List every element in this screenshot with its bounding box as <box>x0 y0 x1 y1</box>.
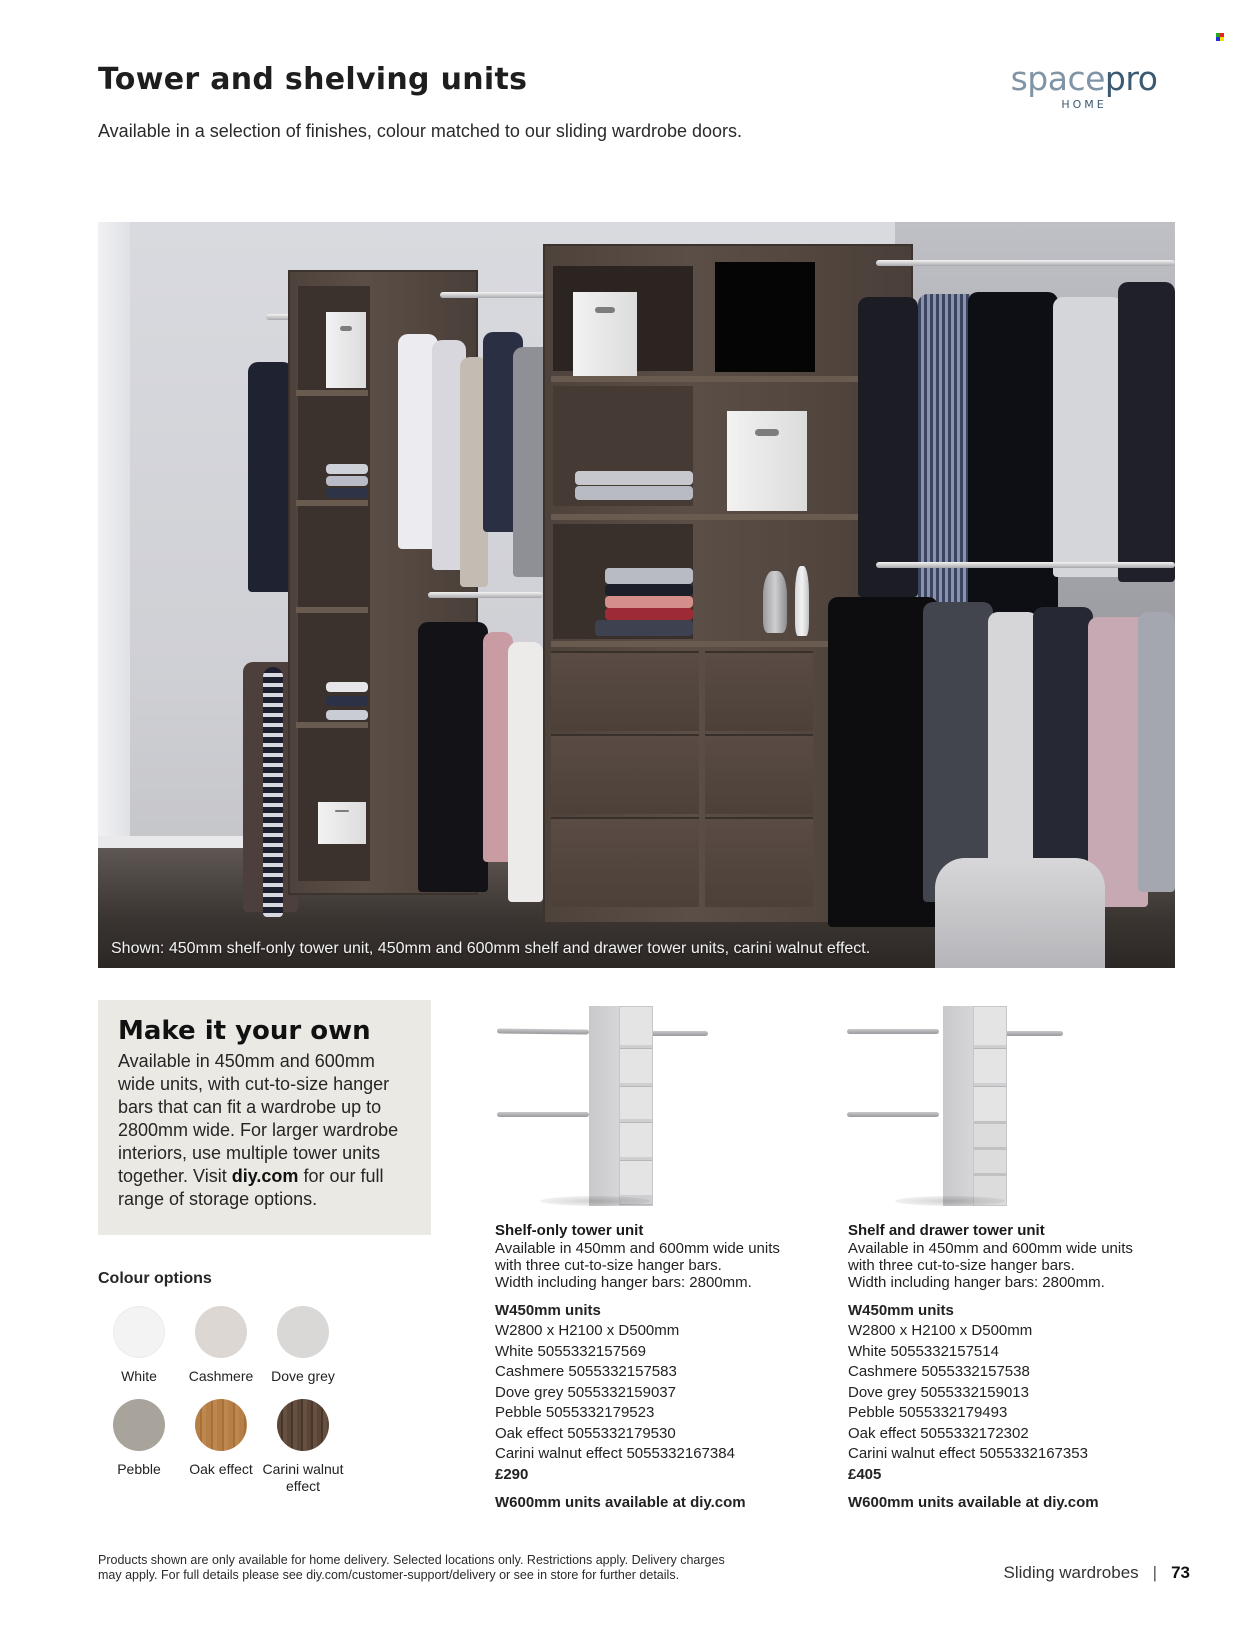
page-subtitle: Available in a selection of finishes, colour matched to our sliding wardrobe doors. <box>98 121 743 141</box>
swatch-dot <box>195 1399 247 1451</box>
storage-box <box>318 802 366 844</box>
product-code: Cashmere 5055332157538 <box>848 1363 1030 1380</box>
product-code: Carini walnut effect 5055332167384 <box>495 1445 735 1462</box>
vase <box>795 566 809 636</box>
folded-clothes <box>326 710 368 720</box>
shelf <box>551 514 905 520</box>
swatch-label: Pebble <box>117 1461 161 1477</box>
shelf <box>974 1045 1006 1049</box>
tower-side-panel <box>589 1006 619 1206</box>
price: £405 <box>848 1465 882 1483</box>
drawer <box>974 1147 1006 1173</box>
shadow <box>895 1196 1005 1206</box>
brand-word-space: space <box>1010 59 1105 98</box>
swatch-dot <box>113 1399 165 1451</box>
shelf <box>296 390 368 396</box>
drawer <box>705 734 813 814</box>
product-desc-line: Available in 450mm and 600mm wide units <box>495 1240 780 1257</box>
storage-box <box>573 292 637 376</box>
product-code: Oak effect 5055332172302 <box>848 1424 1029 1442</box>
swatch-label: Dove grey <box>271 1368 335 1384</box>
availability-note: W600mm units available at diy.com <box>848 1493 1099 1511</box>
swatch-dove-grey <box>262 1306 344 1385</box>
shelf <box>974 1083 1006 1087</box>
garment <box>828 597 938 927</box>
storage-box <box>727 411 807 511</box>
tower-side-panel <box>943 1006 973 1206</box>
hanger-bar <box>847 1029 939 1034</box>
product-code: Oak effect 5055332179530 <box>495 1424 676 1442</box>
product-code: Carini walnut effect 5055332167353 <box>848 1445 1088 1462</box>
drawer <box>705 817 813 907</box>
drawer <box>551 734 699 814</box>
folded-clothes <box>595 620 693 636</box>
shelf <box>620 1119 652 1123</box>
shelf <box>296 607 368 613</box>
product-name: Shelf and drawer tower unit <box>848 1222 1045 1239</box>
colour-options-title: Colour options <box>98 1270 212 1287</box>
swatch-dot <box>277 1399 329 1451</box>
footer-separator: | <box>1152 1563 1158 1582</box>
hanger-rail <box>876 562 1175 568</box>
garment <box>1118 282 1175 582</box>
tower-shelves <box>619 1006 653 1206</box>
garment <box>248 362 293 592</box>
shelf <box>620 1157 652 1161</box>
folded-clothes <box>605 568 693 584</box>
tower-shelves-drawers <box>973 1006 1007 1206</box>
price: £290 <box>495 1465 529 1483</box>
print-color-marker-icon <box>1216 33 1224 41</box>
folded-clothes <box>326 476 368 486</box>
product-code: Cashmere 5055332157583 <box>495 1363 677 1380</box>
folded-clothes <box>605 596 693 608</box>
brand-word-pro: pro <box>1104 59 1158 98</box>
garment <box>968 292 1058 622</box>
garment <box>418 622 488 892</box>
disclaimer-line: may apply. For full details please see diy.com/customer-support/delivery or see in store for further details. <box>98 1567 680 1582</box>
product-name: Shelf-only tower unit <box>495 1222 644 1239</box>
colour-swatches <box>98 1306 348 1495</box>
hanger-bar <box>497 1112 589 1117</box>
info-box-title: Make it your own <box>118 1016 371 1046</box>
product-spec-shelf-only <box>495 1222 815 1513</box>
shelf <box>296 722 368 728</box>
swatch-oak-effect <box>180 1399 262 1495</box>
hanger-rail <box>440 292 550 298</box>
diy-link[interactable]: diy.com <box>231 1166 299 1186</box>
swatch-label: Carini walnut effect <box>262 1461 344 1494</box>
garment <box>923 602 993 902</box>
info-box-body <box>118 1050 411 1211</box>
shelf <box>620 1083 652 1087</box>
page-number: 73 <box>1171 1563 1190 1582</box>
swatch-cashmere <box>180 1306 262 1385</box>
folded-clothes <box>326 464 368 474</box>
shadow <box>540 1196 650 1206</box>
folded-clothes <box>326 682 368 692</box>
dimensions: W2800 x H2100 x D500mm <box>495 1322 680 1339</box>
dimensions: W2800 x H2100 x D500mm <box>848 1322 1033 1339</box>
shelf-only-tower-illustration <box>495 992 715 1207</box>
swatch-pebble <box>98 1399 180 1495</box>
hanger-bar <box>847 1112 939 1117</box>
info-body-text: Available in 450mm and 600mm wide units, with cut-to-size hanger bars that can fit a wardrobe up to 2800mm wide. For larger wardrobe interiors, use multiple tower units together. Visit <box>118 1051 399 1186</box>
folded-clothes <box>326 488 368 498</box>
product-desc-line: Width including hanger bars: 2800mm. <box>848 1274 1105 1291</box>
page-footer <box>1004 1563 1190 1583</box>
brand-wordmark <box>998 59 1170 98</box>
info-body-text: for our full range of storage options. <box>118 1166 384 1209</box>
photo-caption: Shown: 450mm shelf-only tower unit, 450mm and 600mm shelf and drawer tower units, carini walnut effect. <box>111 940 871 957</box>
shelf-and-drawer-tower-illustration <box>845 992 1065 1207</box>
chair <box>935 858 1105 968</box>
folded-towel <box>575 486 693 500</box>
swatch-label: Cashmere <box>188 1368 254 1384</box>
product-code: Dove grey 5055332159013 <box>848 1383 1029 1401</box>
product-code: White 5055332157514 <box>848 1342 999 1360</box>
disclaimer-line: Products shown are only available for home delivery. Selected locations only. Restrictions apply. Delivery charges <box>98 1553 725 1567</box>
page-title: Tower and shelving units <box>98 62 528 97</box>
hanger-rail <box>876 260 1175 266</box>
swatch-dot <box>277 1306 329 1358</box>
drawer <box>974 1121 1006 1147</box>
garment <box>858 297 918 597</box>
hero-photo <box>98 222 1175 968</box>
hanger-bar <box>650 1031 708 1036</box>
folded-clothes <box>605 584 693 596</box>
hanger-bar <box>1005 1031 1063 1036</box>
drawer <box>551 651 699 731</box>
size-heading: W450mm units <box>848 1302 954 1319</box>
swatch-label: White <box>121 1368 157 1384</box>
product-desc-line: Width including hanger bars: 2800mm. <box>495 1274 752 1291</box>
shelf <box>296 500 368 506</box>
product-code: Pebble 5055332179523 <box>495 1404 655 1421</box>
size-heading: W450mm units <box>495 1302 601 1319</box>
product-spec-shelf-and-drawer <box>848 1222 1168 1513</box>
drawer <box>705 651 813 731</box>
section-name: Sliding wardrobes <box>1003 1563 1139 1582</box>
swatch-label: Oak effect <box>189 1461 253 1477</box>
garment <box>263 667 283 917</box>
brand-logo <box>998 59 1170 111</box>
product-desc-line: with three cut-to-size hanger bars. <box>495 1257 722 1274</box>
product-code: Dove grey 5055332159037 <box>495 1383 676 1401</box>
delivery-disclaimer <box>98 1553 798 1582</box>
product-code: Pebble 5055332179493 <box>848 1404 1008 1421</box>
make-it-your-own-box <box>98 1000 431 1235</box>
tower-cubby <box>715 262 815 372</box>
folded-towel <box>575 471 693 485</box>
product-desc-line: with three cut-to-size hanger bars. <box>848 1257 1075 1274</box>
swatch-white <box>98 1306 180 1385</box>
brand-sub: HOME <box>1061 98 1107 111</box>
drawer <box>551 817 699 907</box>
availability-note: W600mm units available at diy.com <box>495 1493 746 1511</box>
garment <box>1053 297 1123 577</box>
garment <box>508 642 543 902</box>
vase <box>763 571 787 633</box>
folded-clothes <box>326 696 368 706</box>
hanger-rail <box>428 592 543 598</box>
shelf <box>620 1045 652 1049</box>
swatch-dot <box>113 1306 165 1358</box>
hanger-bar <box>497 1029 589 1035</box>
product-desc-line: Available in 450mm and 600mm wide units <box>848 1240 1133 1257</box>
product-code: White 5055332157569 <box>495 1342 646 1360</box>
storage-box <box>326 312 366 388</box>
swatch-dot <box>195 1306 247 1358</box>
garment <box>1138 612 1175 892</box>
swatch-carini-walnut-effect <box>262 1399 344 1495</box>
folded-clothes <box>605 608 693 620</box>
shelf <box>551 376 905 382</box>
